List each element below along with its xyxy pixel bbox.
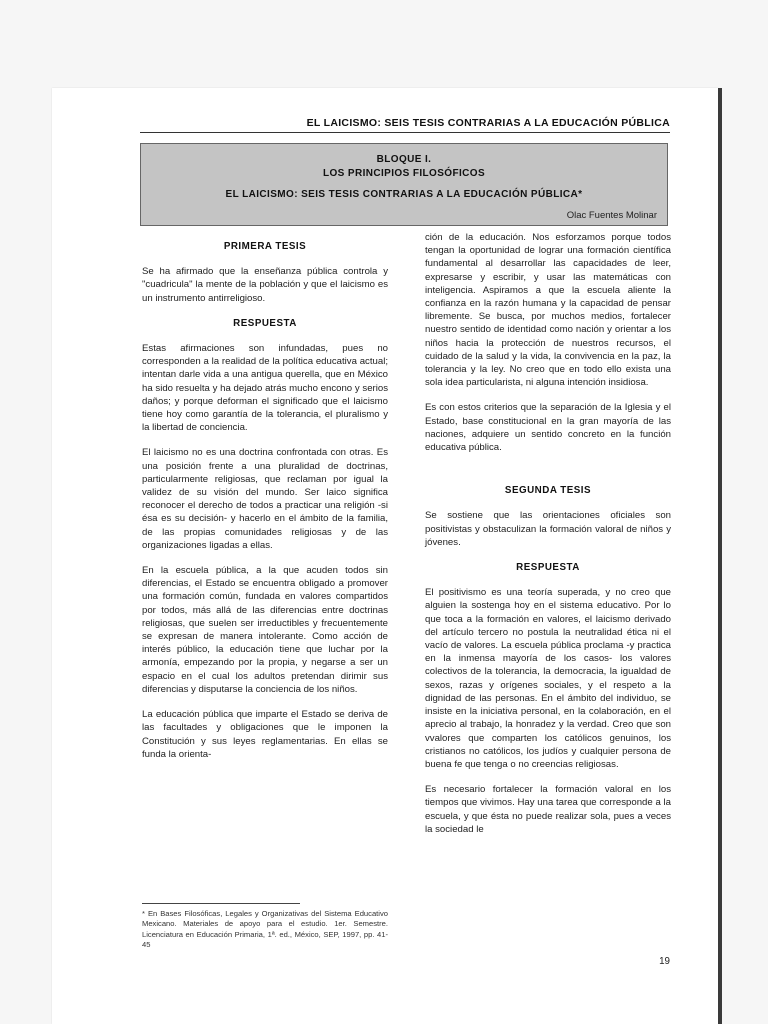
spacer (425, 466, 671, 484)
paragraph: Estas afirmaciones son infundadas, pues no corresponden a la realidad de la política educativa actual; intentan darle vida a una antigua querella, que en México ha sido resuelta y ha dejado atrás mucho encono y serios daños; y porque deforman el significado que el laicismo tiene hoy como garantía de la tolerancia, el pluralismo y la libertad de conciencia. (142, 343, 388, 434)
title-box (140, 143, 668, 226)
right-column (425, 231, 671, 848)
paragraph: Es con estos criterios que la separación de la Iglesia y el Estado, base constitucional en la gran mayoría de las naciones, adquiere un sentido concreto en la función educativa pública. (425, 402, 671, 454)
section-heading-segunda-tesis: SEGUNDA TESIS (504, 485, 592, 497)
section-heading-primera-tesis: PRIMERA TESIS (223, 241, 307, 252)
running-head: EL LAICISMO: SEIS TESIS CONTRARIAS A LA EDUCACIÓN PÚBLICA (306, 117, 670, 129)
footnote-rule (142, 903, 300, 904)
paragraph: En la escuela pública, a la que acuden todos sin diferencias, el Estado se encuentra obligado a promover una formación común, fundada en valores compartidos por todos, más allá de las diferencias entre doctrinas religiosas, que suelen ser irreductibles y frecuentemente se expresan de manera intolerante. Como acción de interés público, la educación tiene que luchar por la armonía, empezando por la propia, y negarse a ser un espacio en el cual los adultos pretendan dirimir sus diferencias y disputarse la conciencia de los niños. (142, 565, 388, 695)
bloque-number: BLOQUE I. (376, 154, 432, 165)
paragraph: La educación pública que imparte el Estado se deriva de las facultades y obligaciones que le imponen la Constitución y sus leyes reglamentarias. En ellas se funda la orienta- (142, 709, 388, 760)
paragraph: El positivismo es una teoría superada, y no creo que alguien la sostenga hoy en el sistema educativo. Por lo que toca a la formación en valores, el laicismo derivado del artículo tercero no postula la neutralidad ética ni el vacío de valores. La escuela pública proclama -y practica en la inmensa mayoría de los casos- los valores colectivos de la tolerancia, la democracia, la igualdad de sexos, razas y orígenes sociales, y el respeto a la dignidad de las personas. En el ámbito del individuo, se insiste en la iniciativa personal, en la colaboración, en el aprecio al trabajo, la honradez y la verdad. Creo que son vvalores que comparten los católicos genuinos, los cristianos no católicos, los judíos y cualquier persona de buena fe que tenga o no creencias religiosas. (425, 587, 671, 770)
paragraph: Se sostiene que las orientaciones oficiales son positivistas y obstaculizan la formación valoral de niños y jóvenes. (425, 510, 671, 548)
page-edge-shadow (718, 88, 722, 1024)
page-number: 19 (659, 956, 670, 967)
left-column (142, 240, 388, 773)
paragraph: El laicismo no es una doctrina confrontada con otras. Es una posición frente a una pluralidad de doctrinas, particularmente religiosas, que reclaman por igual la validez de su visión del mundo. Ser laico significa reconocer el derecho de todos a practicar una religión -si ésa es su decisión- y hacerlo en el ámbito de la familia, de las propias comunidades religiosas y de las organizaciones ligadas a ellas. (142, 447, 388, 551)
paragraph: Es necesario fortalecer la formación valoral en los tiempos que vivimos. Hay una tarea que corresponde a la escuela, y que ésta no puede realizar sola, pues a veces la sociedad le (425, 784, 671, 835)
author-name: Olac Fuentes Molinar (566, 210, 657, 221)
section-heading-respuesta: RESPUESTA (516, 562, 580, 574)
footnote: * En Bases Filosóficas, Legales y Organizativas del Sistema Educativo Mexicano. Materiales de apoyo para el estudio. 1er. Semestre. Licenciatura en Educación Primaria, 1ª. ed., México, SEP, 1997, pp. 41-45 (142, 909, 388, 950)
bloque-subtitle: LOS PRINCIPIOS FILOSÓFICOS (322, 168, 486, 179)
header-rule (140, 132, 670, 133)
section-heading-respuesta: RESPUESTA (233, 317, 297, 329)
article-title: EL LAICISMO: SEIS TESIS CONTRARIAS A LA EDUCACIÓN PÚBLICA* (225, 189, 583, 200)
paragraph: ción de la educación. Nos esforzamos porque todos tengan la oportunidad de lograr una formación científica fundamental al desarrollar las capacidades de leer, expresarse y escribir, y usar las matemáticas con inteligencia. Aspiramos a que la escuela aliente la confianza en la razón humana y la capacidad de pensar libremente. Se busca, por muchos medios, fortalecer nuestro sentido de identidad como nación y orientar a los niños hacia la protección de nuestros recursos, el cuidado de la salud y la vida, la convivencia en la paz, la tolerancia y la ley. No creo que en todo ello exista una sola idea particularista, ni alguna intención insidiosa. (425, 232, 671, 389)
paragraph: Se ha afirmado que la enseñanza pública controla y "cuadricula" la mente de la población y que el laicismo es un instrumento antirreligioso. (142, 266, 388, 304)
